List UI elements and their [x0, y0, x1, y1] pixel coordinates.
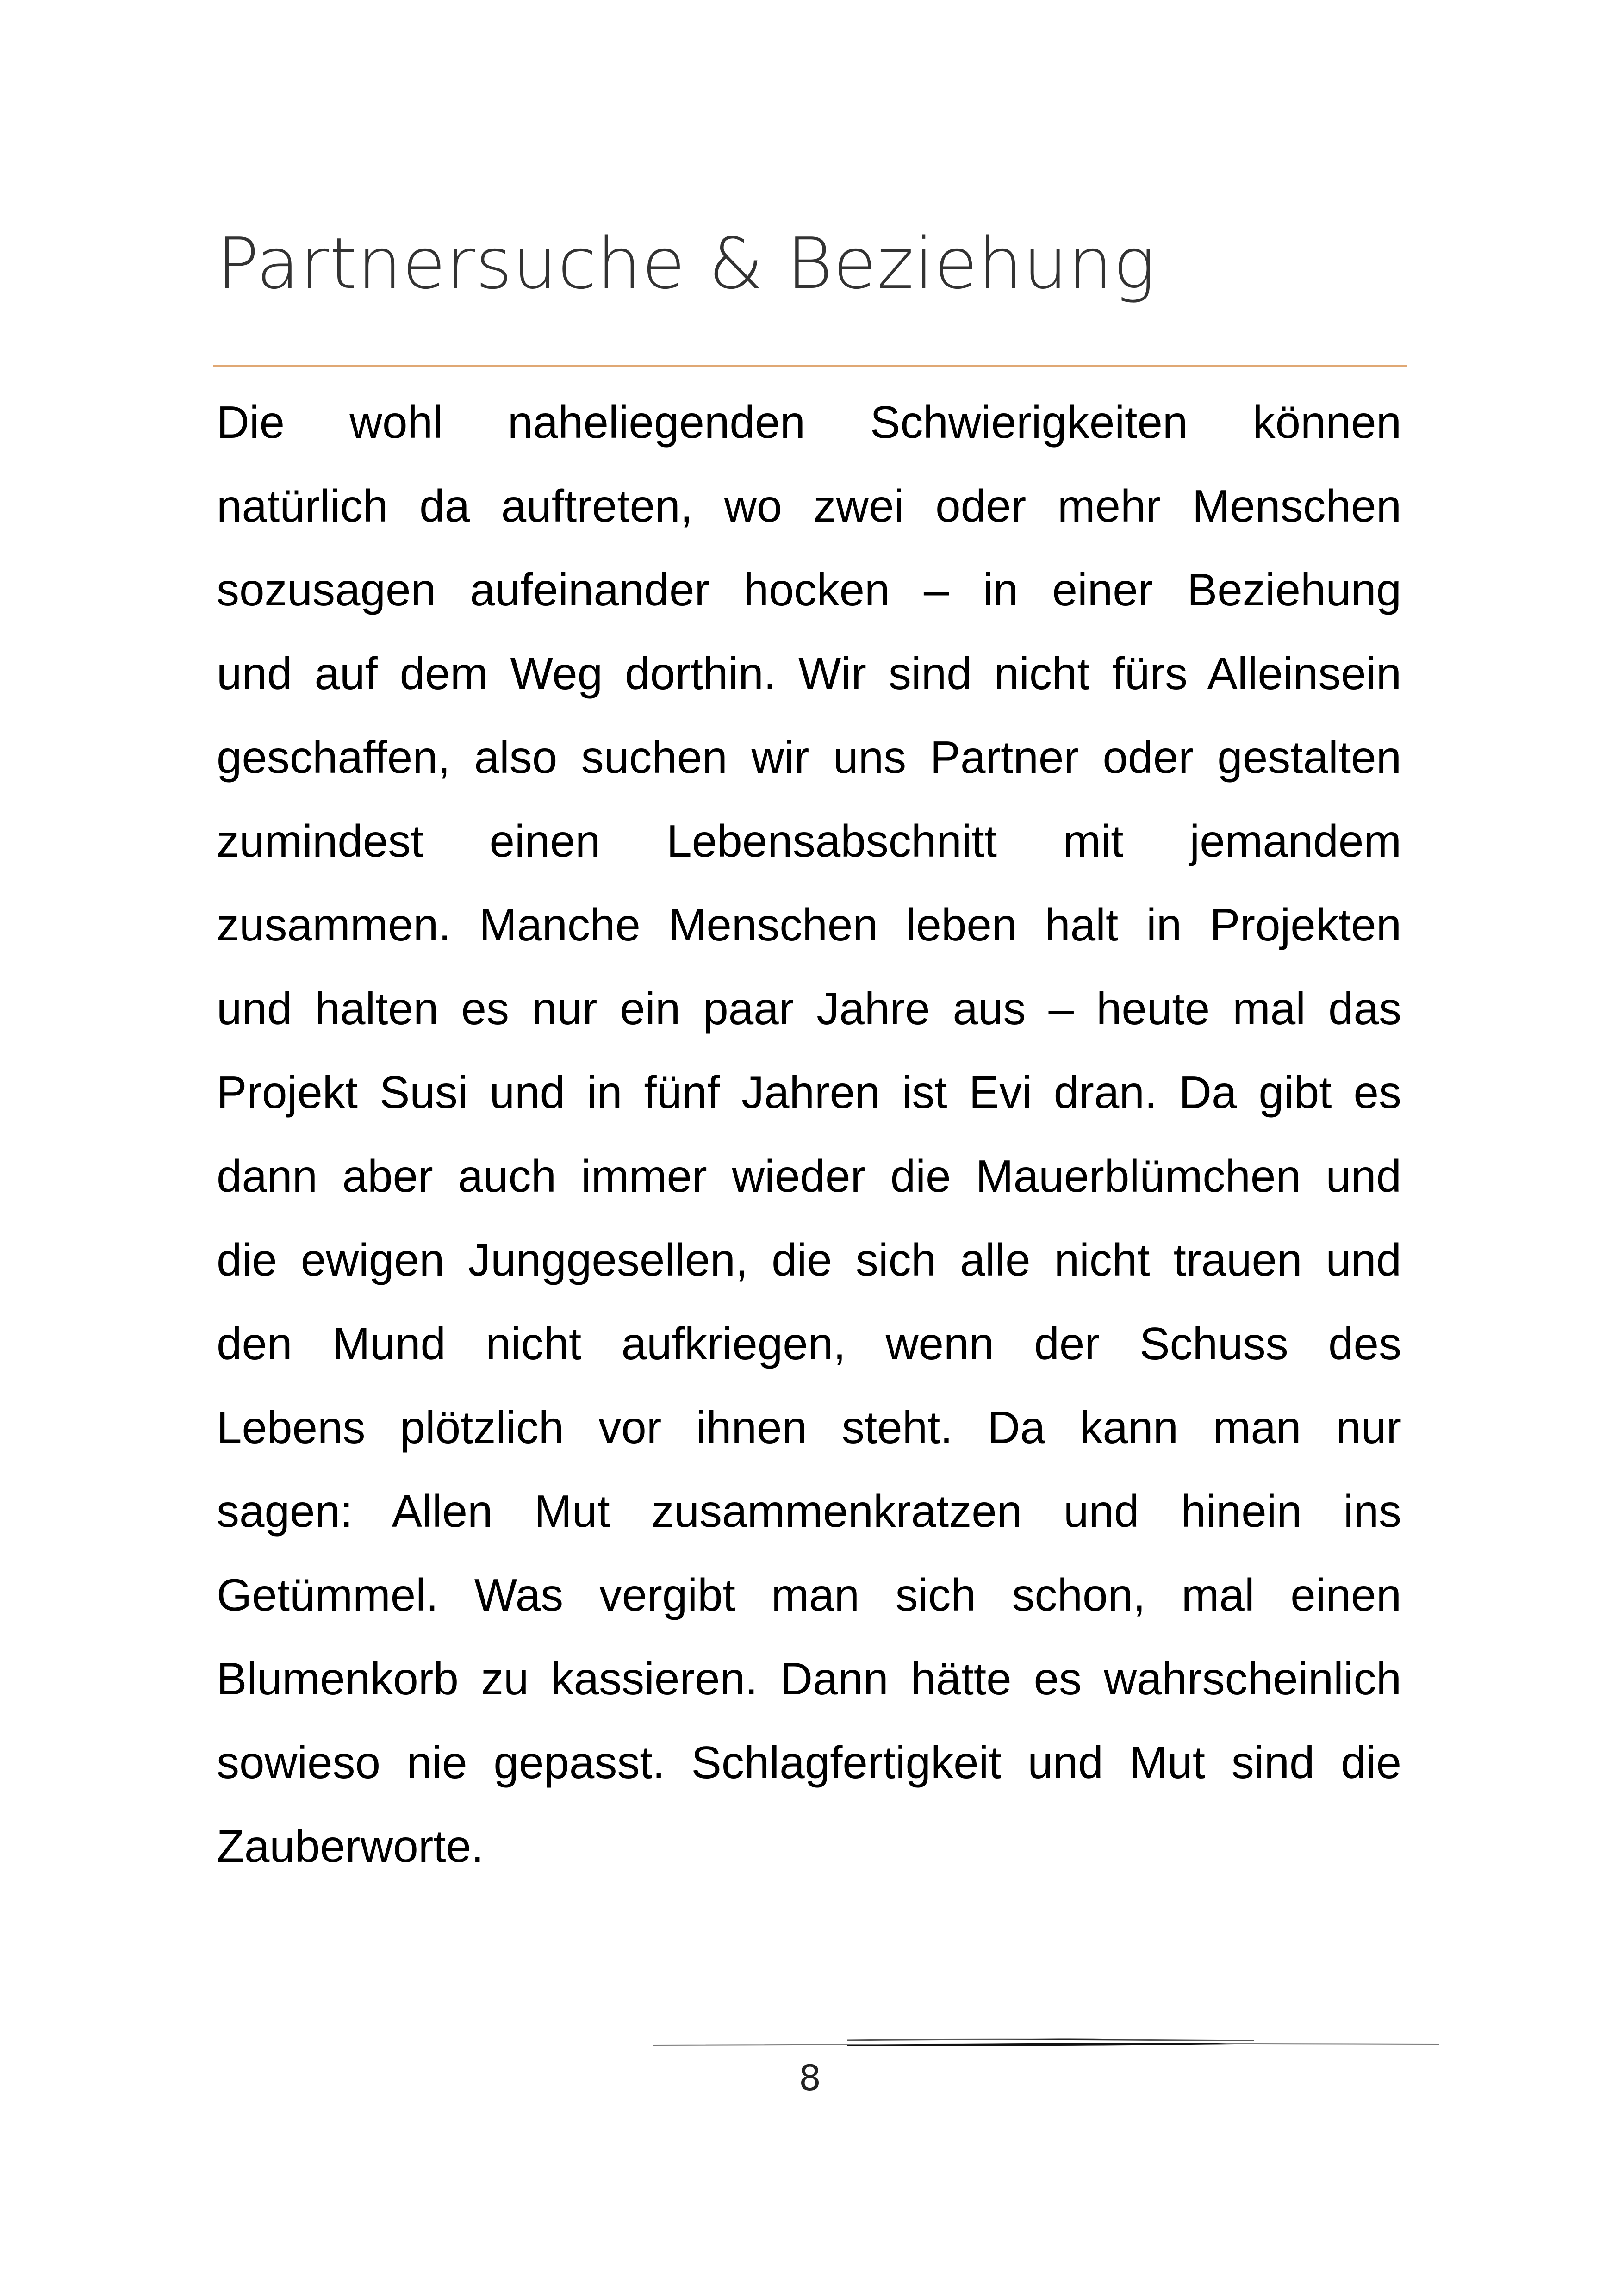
page-number: 8 [798, 2057, 821, 2098]
paragraph-line: Lebens plötzlich vor ihnen steht. Da kann man nur [217, 1402, 1401, 1453]
paragraph-line: dann aber auch immer wieder die Mauerblümchen und [217, 1151, 1401, 1201]
paragraph-line: sowieso nie gepasst. Schlagfertigkeit und Mut sind die [217, 1737, 1401, 1788]
paragraph-line: den Mund nicht aufkriegen, wenn der Schuss des [217, 1318, 1401, 1369]
paragraph-line: zusammen. Manche Menschen leben halt in Projekten [217, 899, 1401, 950]
paragraph-line: und halten es nur ein paar Jahre aus – heute mal das [217, 983, 1401, 1034]
paragraph-line: die ewigen Junggesellen, die sich alle nicht trauen und [217, 1234, 1401, 1285]
paragraph-line: sagen: Allen Mut zusammenkratzen und hinein ins [217, 1486, 1401, 1537]
footer-brush-divider [653, 2037, 1439, 2047]
paragraph-line: Getümmel. Was vergibt man sich schon, mal einen [217, 1569, 1401, 1620]
paragraph-line: Die wohl naheliegenden Schwierigkeiten können [217, 397, 1401, 448]
paragraph-line: Projekt Susi und in fünf Jahren ist Evi dran. Da gibt es [217, 1067, 1401, 1118]
paragraph-line: sozusagen aufeinander hocken – in einer Beziehung [217, 564, 1401, 615]
page-title: Partnersuche & Beziehung [217, 223, 1156, 305]
paragraph-line: geschaffen, also suchen wir uns Partner oder gestalten [217, 732, 1401, 783]
paragraph-line: zumindest einen Lebensabschnitt mit jemandem [217, 815, 1401, 866]
heading-divider [213, 365, 1407, 367]
body-paragraph [217, 380, 1401, 1888]
paragraph-line: Blumenkorb zu kassieren. Dann hätte es wahrscheinlich [217, 1653, 1401, 1704]
paragraph-line: und auf dem Weg dorthin. Wir sind nicht fürs Alleinsein [217, 648, 1401, 699]
paragraph-line: natürlich da auftreten, wo zwei oder mehr Menschen [217, 480, 1401, 531]
paragraph-line: Zauberworte. [217, 1821, 484, 1872]
